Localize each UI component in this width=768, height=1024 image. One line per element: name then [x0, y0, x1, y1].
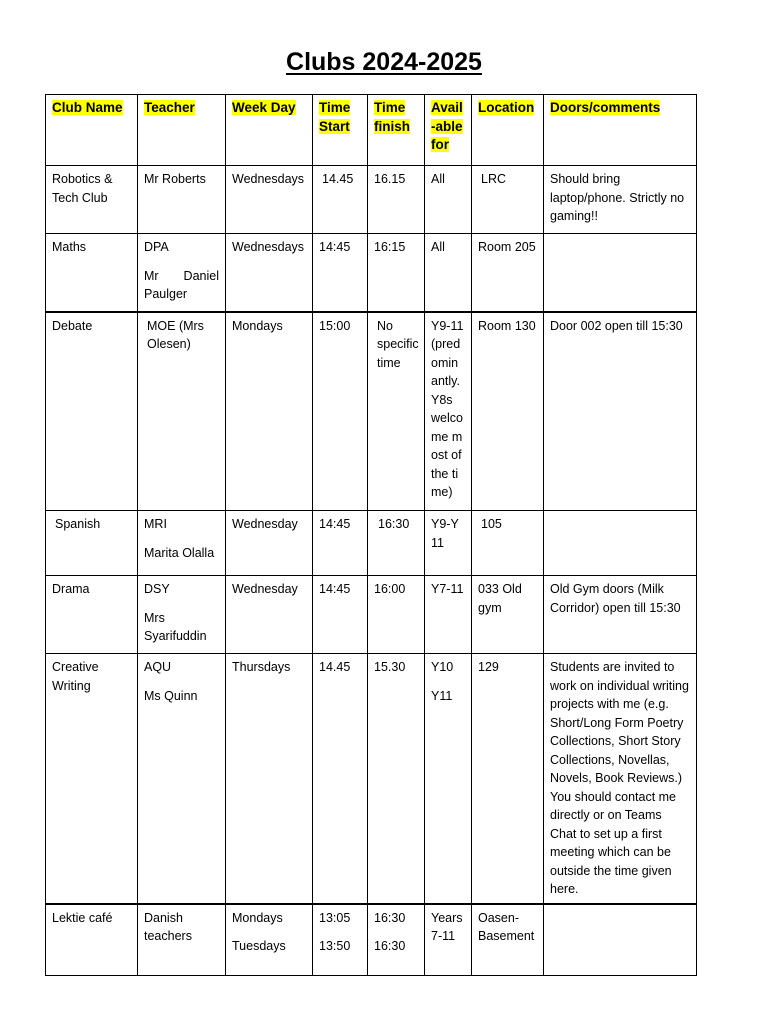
document-title: Clubs 2024-2025 [286, 48, 482, 76]
cell-teacher: MOE (Mrs Olesen) [138, 312, 226, 511]
cell-location: 105 [472, 511, 544, 576]
header-doors-comments: Doors/comments [544, 95, 697, 166]
cell-comments: Door 002 open till 15:30 [544, 312, 697, 511]
header-week-day: Week Day [226, 95, 313, 166]
cell-available-for: All [425, 166, 472, 234]
cell-teacher [138, 234, 226, 312]
teacher-name: Mr Daniel Paulger [144, 268, 219, 301]
day-line-2: Tuesdays [232, 939, 286, 953]
cell-time-start: 15:00 [313, 312, 368, 511]
cell-time-start: 14:45 [313, 234, 368, 312]
available-line-1: Y10 [431, 660, 454, 674]
cell-week-day: Mondays [226, 312, 313, 511]
cell-comments [544, 234, 697, 312]
header-time-start: Time Start [313, 95, 368, 166]
cell-available-for: All [425, 234, 472, 312]
cell-time-finish: 16.15 [368, 166, 425, 234]
finish-line-2: 16:30 [374, 939, 406, 953]
cell-teacher [138, 654, 226, 904]
header-club-name: Club Name [46, 95, 138, 166]
cell-week-day: Wednesday [226, 576, 313, 654]
cell-location: Room 130 [472, 312, 544, 511]
cell-teacher: Danish teachers [138, 904, 226, 976]
teacher-name: Ms Quinn [144, 688, 198, 703]
cell-week-day: Wednesdays [226, 234, 313, 312]
cell-location: 033 Old gym [472, 576, 544, 654]
finish-line-1: 16:30 [374, 910, 406, 925]
table-row [46, 166, 697, 234]
header-teacher: Teacher [138, 95, 226, 166]
cell-time-finish: 15.30 [368, 654, 425, 904]
available-line-2: Y11 [431, 688, 453, 703]
cell-comments [544, 511, 697, 576]
cell-week-day: Wednesday [226, 511, 313, 576]
table-row [46, 511, 697, 576]
cell-comments: Students are invited to work on individual writing projects with me (e.g. Short/Long Form Poetry Collections, Short Story Collections, Novellas, Novels, Book Reviews.) You should contact me directly or on Teams Chat to set up a first meeting which can be outside the time given here. [544, 654, 697, 904]
cell-teacher [138, 511, 226, 576]
cell-location: Oasen-Basement [472, 904, 544, 976]
cell-comments [544, 904, 697, 976]
cell-time-start: 14:45 [313, 511, 368, 576]
cell-teacher [138, 576, 226, 654]
teacher-code: MRI [144, 517, 167, 531]
cell-club-name: Lektie café [46, 904, 138, 976]
table-row [46, 312, 697, 511]
clubs-table [45, 94, 697, 976]
cell-comments: Should bring laptop/phone. Strictly no gaming!! [544, 166, 697, 234]
cell-available-for: Y7-11 [425, 576, 472, 654]
cell-week-day: Wednesdays [226, 166, 313, 234]
day-line-1: Mondays [232, 910, 283, 925]
teacher-code: DSY [144, 582, 170, 596]
header-time-finish: Time finish [368, 95, 425, 166]
teacher-code: DPA [144, 240, 169, 254]
cell-week-day: Thursdays [226, 654, 313, 904]
cell-location: Room 205 [472, 234, 544, 312]
cell-time-finish: 16:15 [368, 234, 425, 312]
table-row [46, 654, 697, 904]
cell-time-start: 14.45 [313, 166, 368, 234]
cell-location: 129 [472, 654, 544, 904]
cell-available-for: Y9-11 (predominantly. Y8s welcome most of the time) [425, 312, 472, 511]
table-row [46, 234, 697, 312]
cell-club-name: Robotics & Tech Club [46, 166, 138, 234]
cell-time-start: 14.45 [313, 654, 368, 904]
cell-available-for: Y9-Y11 [425, 511, 472, 576]
cell-available-for: Years 7-11 [425, 904, 472, 976]
cell-available-for [425, 654, 472, 904]
cell-club-name: Spanish [46, 511, 138, 576]
cell-time-start [313, 904, 368, 976]
start-line-2: 13:50 [319, 939, 351, 953]
cell-teacher: Mr Roberts [138, 166, 226, 234]
table-row [46, 904, 697, 976]
cell-time-finish: 16:00 [368, 576, 425, 654]
table-row [46, 576, 697, 654]
cell-club-name: Debate [46, 312, 138, 511]
header-available-for: Avail -able for [425, 95, 472, 166]
cell-comments: Old Gym doors (Milk Corridor) open till 15:30 [544, 576, 697, 654]
cell-club-name: Maths [46, 234, 138, 312]
cell-time-finish: No specific time [368, 312, 425, 511]
cell-club-name: Drama [46, 576, 138, 654]
cell-location: LRC [472, 166, 544, 234]
header-row [46, 95, 697, 166]
teacher-code: AQU [144, 660, 172, 674]
teacher-name: Mrs Syarifuddin [144, 610, 207, 643]
header-location: Location [472, 95, 544, 166]
teacher-name: Marita Olalla [144, 545, 215, 560]
start-line-1: 13:05 [319, 910, 351, 925]
cell-time-finish: 16:30 [368, 511, 425, 576]
cell-time-finish [368, 904, 425, 976]
cell-club-name: Creative Writing [46, 654, 138, 904]
cell-week-day [226, 904, 313, 976]
cell-time-start: 14:45 [313, 576, 368, 654]
